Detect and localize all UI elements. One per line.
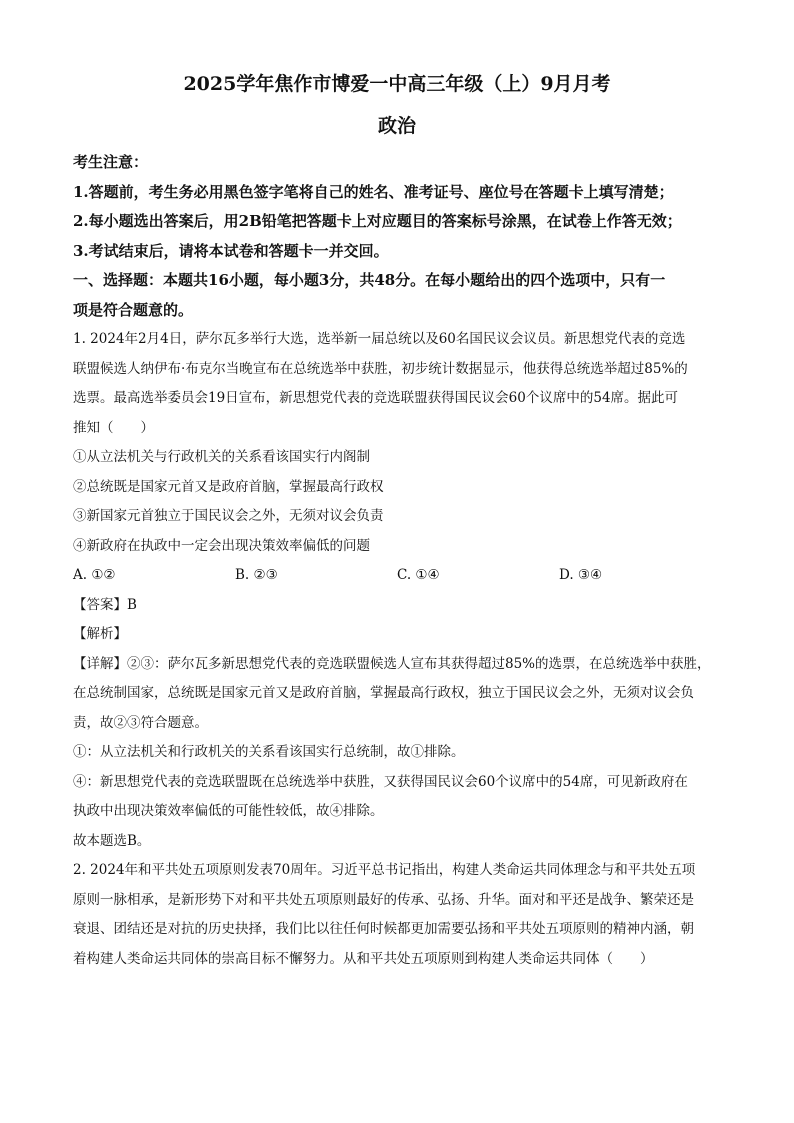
q1-analysis-label: 【解析】: [73, 626, 127, 642]
q1-stem-line: 推知（ ）: [73, 419, 154, 436]
q1-detail-line: ④：新思想党代表的竞选联盟既在总统选举中获胜，又获得国民议会60个议席中的54席，可见新政府在: [73, 773, 688, 790]
section-heading-cont: 项是符合题意的。: [73, 300, 194, 319]
section-heading: 一、选择题：本题共16小题，每小题3分，共48分。在每小题给出的四个选项中，只有一: [73, 271, 666, 289]
q1-stem-line: 1. 2024年2月4日，萨尔瓦多举行大选，选举新一届总统以及60名国民议会议员。新思想党代表的竞选: [73, 331, 686, 347]
exam-content: [73, 148, 728, 974]
exam-subject: 政治: [377, 115, 416, 137]
q1-statement: ①从立法机关与行政机关的关系看该国实行内阁制: [73, 449, 370, 465]
exam-title: 2025学年焦作市博爱一中高三年级（上）9月月考: [183, 73, 611, 95]
q1-detail-line: ①：从立法机关和行政机关的关系看该国实行总统制，故①排除。: [73, 744, 465, 760]
q1-detail-line: 在总统制国家，总统既是国家元首又是政府首脑，掌握最高行政权，独立于国民议会之外，无须对议会负: [73, 685, 694, 701]
q1-option-d: D. ③④: [559, 567, 603, 583]
notice-item: 1.答题前，考生务必用黑色签字笔将自己的姓名、准考证号、座位号在答题卡上填写清楚；: [73, 182, 674, 201]
q1-detail-line: 执政中出现决策效率偏低的可能性较低，故④排除。: [73, 803, 384, 819]
q1-option-a: A. ①②: [73, 567, 116, 583]
q1-detail-line: 故本题选B。: [73, 832, 151, 849]
q1-detail-line: 责，故②③符合题意。: [73, 714, 208, 731]
notice-item: 2.每小题选出答案后，用2B铅笔把答题卡上对应题目的答案标号涂黑，在试卷上作答无效；: [73, 212, 682, 230]
q2-stem-line: 原则一脉相承，是新形势下对和平共处五项原则最好的传承、弘扬、升华。面对和平还是战争、繁荣还是: [73, 891, 694, 908]
q1-stem-line: 联盟候选人纳伊布·布克尔当晚宣布在总统选举中获胜，初步统计数据显示，他获得总统选举超过85%的: [73, 360, 688, 377]
q1-stem-line: 选票。最高选举委员会19日宣布，新思想党代表的竞选联盟获得国民议会60个议席中的54席。据此可: [73, 390, 679, 406]
q1-answer: 【答案】B: [73, 596, 137, 613]
notice-heading: 考生注意：: [73, 153, 149, 171]
q1-statement: ④新政府在执政中一定会出现决策效率偏低的问题: [73, 537, 370, 554]
q2-stem-line: 2. 2024年和平共处五项原则发表70周年。习近平总书记指出，构建人类命运共同体理念与和平共处五项: [73, 862, 696, 878]
question-2: [73, 856, 728, 974]
notice-item: 3.考试结束后，请将本试卷和答题卡一并交回。: [73, 241, 389, 260]
q1-detail-line: 【详解】②③：萨尔瓦多新思想党代表的竞选联盟候选人宣布其获得超过85%的选票，在总统选举中获胜，: [73, 655, 711, 672]
q1-option-b: B. ②③: [235, 567, 278, 583]
question-1: [73, 325, 728, 856]
q1-statement: ②总统既是国家元首又是政府首脑，掌握最高行政权: [73, 478, 384, 495]
q1-options: [73, 561, 728, 591]
q2-stem-line: 着构建人类命运共同体的崇高目标不懈努力。从和平共处五项原则到构建人类命运共同体（ ）: [73, 950, 654, 967]
q1-option-c: C. ①④: [397, 567, 440, 583]
q2-stem-line: 衰退、团结还是对抗的历史抉择，我们比以往任何时候都更加需要弘扬和平共处五项原则的精神内涵，朝: [73, 921, 694, 937]
q1-statement: ③新国家元首独立于国民议会之外，无须对议会负责: [73, 508, 384, 524]
